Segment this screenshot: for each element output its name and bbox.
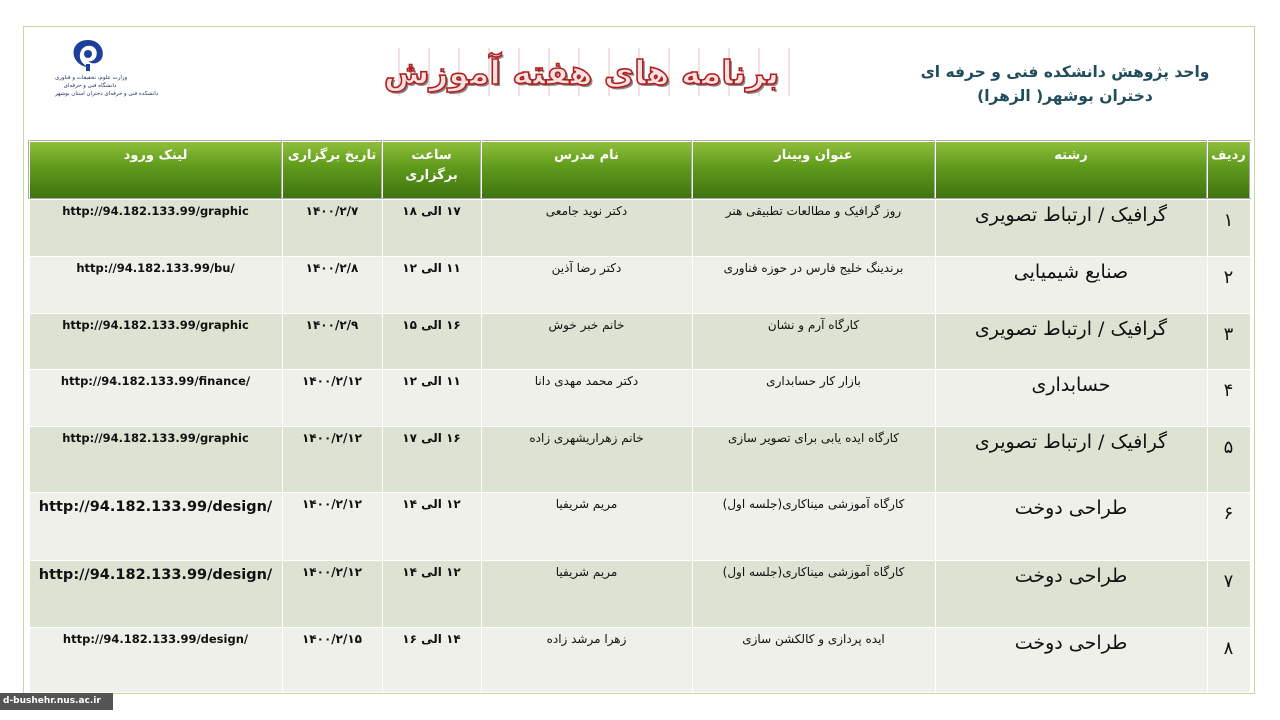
cell-date: ۱۴۰۰/۲/۱۲ <box>282 369 382 426</box>
cell-link[interactable]: http://94.182.133.99/design/ <box>29 492 282 560</box>
cell-time: ۱۱ الی ۱۲ <box>382 256 481 313</box>
header-title: عنوان وبینار <box>692 141 935 199</box>
institute-title <box>900 60 1230 108</box>
header-teacher: نام مدرس <box>481 141 692 199</box>
cell-date: ۱۴۰۰/۲/۱۲ <box>282 492 382 560</box>
cell-date: ۱۴۰۰/۲/۱۲ <box>282 560 382 627</box>
cell-field: طراحی دوخت <box>935 492 1207 560</box>
cell-date: ۱۴۰۰/۲/۱۲ <box>282 426 382 492</box>
table-row <box>29 492 1250 560</box>
cell-title: برندینگ خلیج فارس در حوزه فناوری <box>692 256 935 313</box>
site-url-tag: d-bushehr.nus.ac.ir <box>0 693 113 710</box>
cell-time: ۱۶ الی ۱۷ <box>382 426 481 492</box>
header-date: تاریخ برگزاری <box>282 141 382 199</box>
cell-time: ۱۱ الی ۱۲ <box>382 369 481 426</box>
cell-link[interactable]: http://94.182.133.99/design/ <box>29 560 282 627</box>
institute-line-1: واحد پژوهش دانشکده فنی و حرفه ای <box>920 63 1210 81</box>
cell-field: طراحی دوخت <box>935 627 1207 692</box>
cell-idx: ۵ <box>1207 426 1250 492</box>
cell-link[interactable]: http://94.182.133.99/finance/ <box>29 369 282 426</box>
cell-idx: ۸ <box>1207 627 1250 692</box>
table-header-row <box>29 141 1250 199</box>
cell-idx: ۱ <box>1207 199 1250 256</box>
cell-link[interactable]: http://94.182.133.99/graphic <box>29 426 282 492</box>
cell-teacher: دکتر نوید جامعی <box>481 199 692 256</box>
cell-teacher: خانم خبر خوش <box>481 313 692 369</box>
header-field: رشته <box>935 141 1207 199</box>
cell-field: گرافیک / ارتباط تصویری <box>935 313 1207 369</box>
cell-date: ۱۴۰۰/۲/۹ <box>282 313 382 369</box>
cell-teacher: زهرا مرشد زاده <box>481 627 692 692</box>
cell-field: گرافیک / ارتباط تصویری <box>935 426 1207 492</box>
cell-teacher: دکتر محمد مهدی دانا <box>481 369 692 426</box>
cell-link[interactable]: http://94.182.133.99/graphic <box>29 199 282 256</box>
cell-teacher: خانم زهراریشهری زاده <box>481 426 692 492</box>
cell-link[interactable]: http://94.182.133.99/bu/ <box>29 256 282 313</box>
cell-idx: ۶ <box>1207 492 1250 560</box>
cell-teacher: مریم شریفیا <box>481 492 692 560</box>
university-logo-icon <box>69 38 107 72</box>
cell-date: ۱۴۰۰/۲/۱۵ <box>282 627 382 692</box>
table-row <box>29 369 1250 426</box>
cell-title: کارگاه آرم و نشان <box>692 313 935 369</box>
header-link: لینک ورود <box>29 141 282 199</box>
cell-time: ۱۲ الی ۱۴ <box>382 492 481 560</box>
cell-idx: ۲ <box>1207 256 1250 313</box>
header-time: ساعت برگزاری <box>382 141 481 199</box>
table-row <box>29 627 1250 692</box>
cell-title: کارگاه آموزشی میناکاری(جلسه اول) <box>692 492 935 560</box>
cell-date: ۱۴۰۰/۲/۸ <box>282 256 382 313</box>
cell-time: ۱۷ الی ۱۸ <box>382 199 481 256</box>
cell-title: بازار کار حسابداری <box>692 369 935 426</box>
cell-field: صنایع شیمیایی <box>935 256 1207 313</box>
cell-idx: ۳ <box>1207 313 1250 369</box>
cell-title: روز گرافیک و مطالعات تطبیقی هنر <box>692 199 935 256</box>
cell-time: ۱۲ الی ۱۴ <box>382 560 481 627</box>
cell-field: حسابداری <box>935 369 1207 426</box>
table-row <box>29 560 1250 627</box>
cell-teacher: دکتر رضا آذین <box>481 256 692 313</box>
institute-line-2: دختران بوشهر( الزهرا) <box>977 87 1153 105</box>
cell-idx: ۷ <box>1207 560 1250 627</box>
cell-teacher: مریم شریفیا <box>481 560 692 627</box>
header-idx: ردیف <box>1207 141 1250 199</box>
cell-time: ۱۶ الی ۱۵ <box>382 313 481 369</box>
cell-link[interactable]: http://94.182.133.99/design/ <box>29 627 282 692</box>
cell-date: ۱۴۰۰/۲/۷ <box>282 199 382 256</box>
cell-link[interactable]: http://94.182.133.99/graphic <box>29 313 282 369</box>
banner-title: برنامه های هفته آموزش <box>370 48 793 96</box>
university-logo <box>55 38 159 118</box>
table-row <box>29 426 1250 492</box>
cell-field: طراحی دوخت <box>935 560 1207 627</box>
table-row <box>29 199 1250 256</box>
cell-time: ۱۴ الی ۱۶ <box>382 627 481 692</box>
cell-idx: ۴ <box>1207 369 1250 426</box>
logo-line-2: دانشگاه فنی و حرفه‌ای <box>63 83 117 89</box>
cell-title: کارگاه ایده یابی برای تصویر سازی <box>692 426 935 492</box>
table-row <box>29 256 1250 313</box>
logo-line-3: دانشکده فنی و حرفه‌ای دختران استان بوشهر <box>55 91 159 97</box>
logo-line-1: وزارت علوم، تحقیقات و فناوری <box>55 75 128 81</box>
cell-field: گرافیک / ارتباط تصویری <box>935 199 1207 256</box>
cell-title: ایده پردازی و کالکشن سازی <box>692 627 935 692</box>
webinar-table <box>28 140 1249 693</box>
cell-title: کارگاه آموزشی میناکاری(جلسه اول) <box>692 560 935 627</box>
table-row <box>29 313 1250 369</box>
